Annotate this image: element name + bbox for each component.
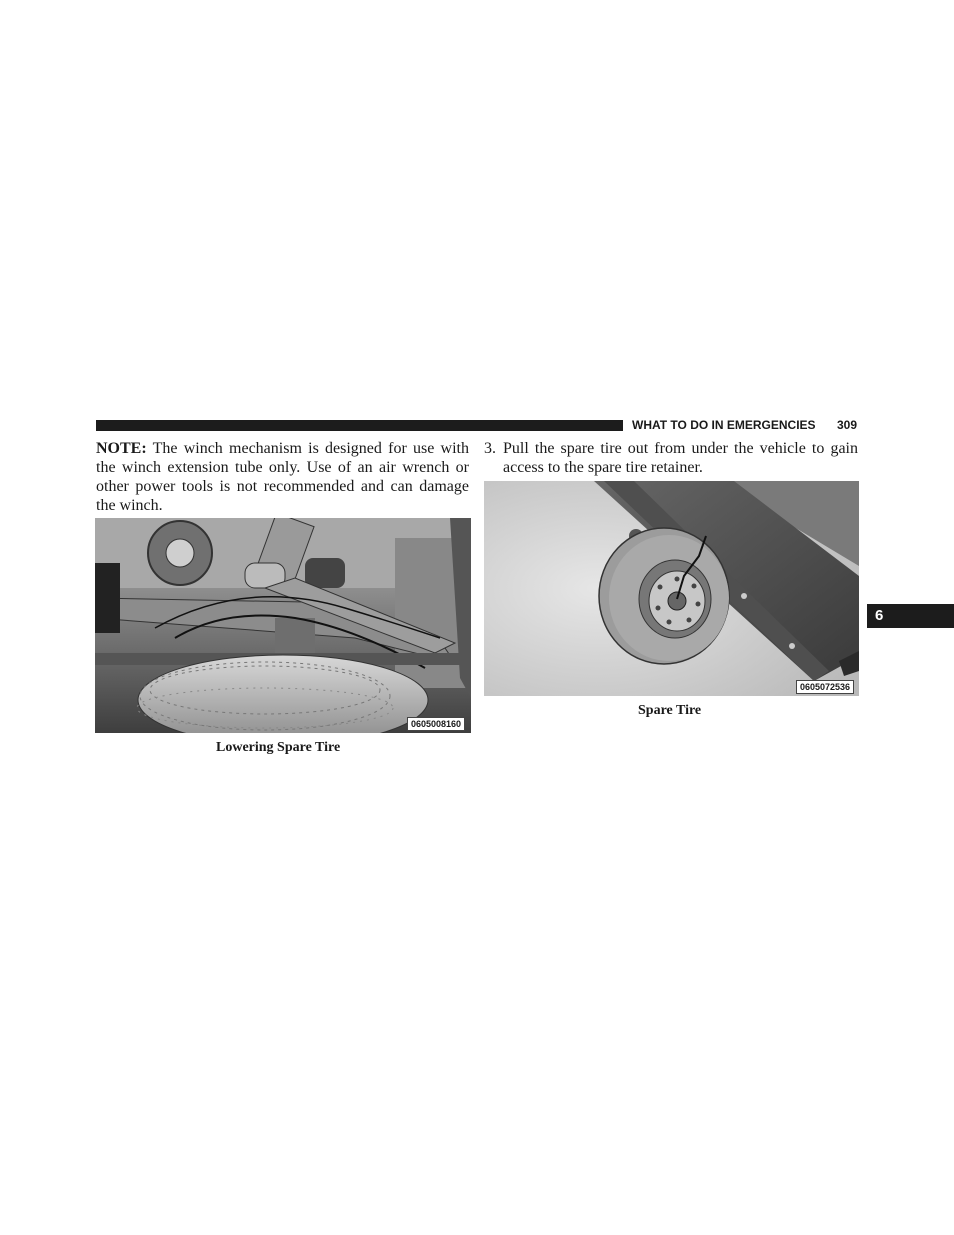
- page-number: 309: [837, 418, 858, 432]
- note-paragraph: [96, 439, 469, 515]
- step-number: 3.: [484, 440, 496, 457]
- note-text: The winch mechanism is designed for use with the winch extension tube only. Use of an air wrench or other power tools is not recommended and can damage the winch.: [96, 440, 469, 514]
- figure-id: 0605072536: [796, 680, 854, 694]
- figure-lowering-spare-tire: [95, 518, 471, 733]
- note-label: NOTE:: [96, 440, 147, 457]
- figure-caption: Lowering Spare Tire: [216, 740, 341, 755]
- chapter-number: 6: [875, 607, 884, 624]
- chapter-tab: [867, 604, 954, 628]
- header-rule: [96, 420, 623, 431]
- figure-id: 0605008160: [407, 717, 465, 731]
- step-text: Pull the spare tire out from under the vehicle to gain access to the spare tire retainer.: [503, 440, 858, 476]
- section-title: WHAT TO DO IN EMERGENCIES: [632, 418, 816, 432]
- figure-spare-tire: [484, 481, 859, 696]
- undercarriage-illustration: [95, 518, 471, 733]
- spare-tire-illustration: [484, 481, 859, 696]
- figure-caption: Spare Tire: [638, 703, 702, 718]
